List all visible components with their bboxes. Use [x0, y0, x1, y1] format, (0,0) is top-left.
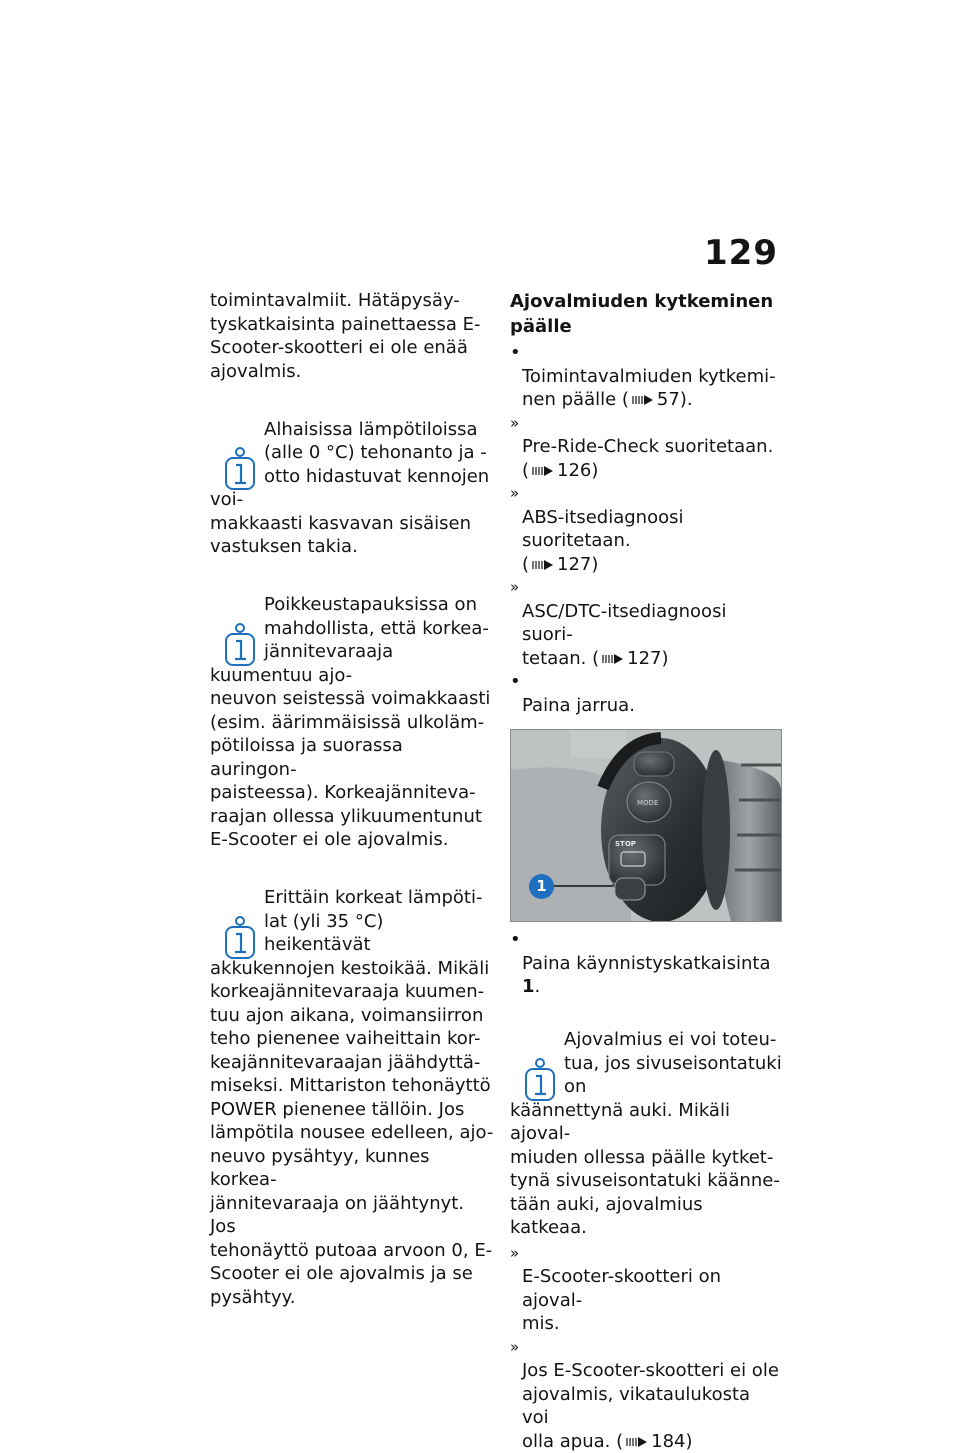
note-text: Alhaisissa lämpötiloissa (alle 0 °C) tehonanto ja - otto hidastuvat kennojen voi- makkaasti kasvavan sisäisen vastuksen takia.	[210, 419, 489, 558]
page-ref[interactable]: 184)	[651, 1431, 692, 1452]
info-icon	[524, 1034, 556, 1078]
intro-paragraph: toimintavalmiit. Hätäpysäy- tyskatkaisinta painettaessa E- Scooter-skootteri ei ole enää ajovalmis.	[210, 289, 494, 383]
step-item	[510, 341, 782, 412]
figure-label-mode: MODE	[637, 799, 658, 807]
step-text: Toimintavalmiuden kytkemi- nen päälle (	[522, 366, 776, 411]
info-note-sidestand	[510, 1005, 782, 1240]
page-ref[interactable]: 126)	[557, 460, 598, 481]
result-text: E-Scooter-skootteri on ajoval- mis.	[522, 1266, 721, 1334]
step-item	[510, 670, 782, 717]
step-text: ASC/DTC-itsediagnoosi suori- tetaan. (	[522, 601, 726, 669]
step-text: Paina jarrua.	[522, 695, 635, 716]
results-list	[510, 1242, 782, 1453]
note-text: Ajovalmius ei voi toteu- tua, jos sivuseisontatuki on käännettynä auki. Mikäli ajoval- miuden ollessa päälle kytket- tynä sivuseisontatuki käänne- tään auki, ajovalmius katkeaa.	[510, 1029, 782, 1238]
figure-label-stop: STOP	[615, 840, 636, 848]
page-ref[interactable]: 57).	[657, 389, 693, 410]
result-marker: »	[510, 412, 519, 436]
section-heading: Ajovalmiuden kytkeminen päälle	[510, 289, 782, 339]
info-icon	[224, 424, 256, 468]
step-item	[510, 928, 782, 999]
result-item	[510, 1242, 782, 1336]
page-ref-arrow-icon	[626, 1436, 648, 1448]
info-note-high-temp	[210, 863, 494, 1310]
steps-list-2	[510, 928, 782, 999]
figure-callout-1: 1	[529, 874, 554, 899]
page-ref-arrow-icon	[602, 653, 624, 665]
result-marker: »	[510, 1242, 519, 1266]
info-icon	[224, 892, 256, 936]
page-ref-arrow-icon	[632, 394, 654, 406]
page-ref[interactable]: 127)	[557, 554, 598, 575]
handlebar-switch-figure	[510, 729, 782, 922]
page-number: 129	[704, 236, 778, 270]
step-text: Paina käynnistyskatkaisinta	[522, 953, 771, 974]
info-note-low-temp	[210, 394, 494, 559]
step-text: ABS-itsediagnoosi suoritetaan. (	[522, 507, 683, 575]
result-text: Jos E-Scooter-skootteri ei ole ajovalmis, vikataulukosta voi olla apua. (	[522, 1360, 779, 1452]
note-text: Erittäin korkeat lämpöti- lat (yli 35 °C) heikentävät akkukennojen kestoikää. Mikäli korkeajännitevaraaja kuumen- tuu ajon aikana, voimansiirron teho pienenee vaiheittain kor- keajännitevaraajan jäähdyttä- miseksi. Mittariston tehonäyttö POWER pienenee tällöin. Jos lämpötila nousee edelleen, ajo- neuvo pysähtyy, kunnes korkea- jännitevaraaja on jäähtynyt. Jos tehonäyttö putoaa arvoon 0, E- Scooter ei ole ajovalmis ja se pysähtyy.	[210, 887, 493, 1308]
page-ref[interactable]: 127)	[627, 648, 668, 669]
callout-reference: 1	[522, 976, 535, 997]
result-item	[510, 576, 782, 670]
bullet-marker: •	[510, 341, 521, 365]
left-column	[210, 289, 494, 1309]
page-ref-arrow-icon	[532, 559, 554, 571]
result-item	[510, 482, 782, 576]
result-item	[510, 1336, 782, 1453]
steps-list	[510, 341, 782, 717]
right-column	[510, 289, 782, 1453]
note-text: Poikkeustapauksissa on mahdollista, että korkea- jännitevaraaja kuumentuu ajo- neuvon seistessä voimakkaasti (esim. äärimmäisissä ulkoläm- pötiloissa ja suorassa auringon- paisteessa). Korkeajänniteva- raajan ollessa ylikuumentunut E-Scooter ei ole ajovalmis.	[210, 594, 490, 850]
result-marker: »	[510, 1336, 519, 1360]
info-icon	[224, 599, 256, 643]
page-ref-arrow-icon	[532, 465, 554, 477]
bullet-marker: •	[510, 928, 521, 952]
result-marker: »	[510, 482, 519, 506]
step-suffix: .	[535, 976, 541, 997]
result-marker: »	[510, 576, 519, 600]
result-item	[510, 412, 782, 483]
info-note-overheat	[210, 570, 494, 852]
bullet-marker: •	[510, 670, 521, 694]
step-text: Pre-Ride-Check suoritetaan. (	[522, 436, 773, 481]
